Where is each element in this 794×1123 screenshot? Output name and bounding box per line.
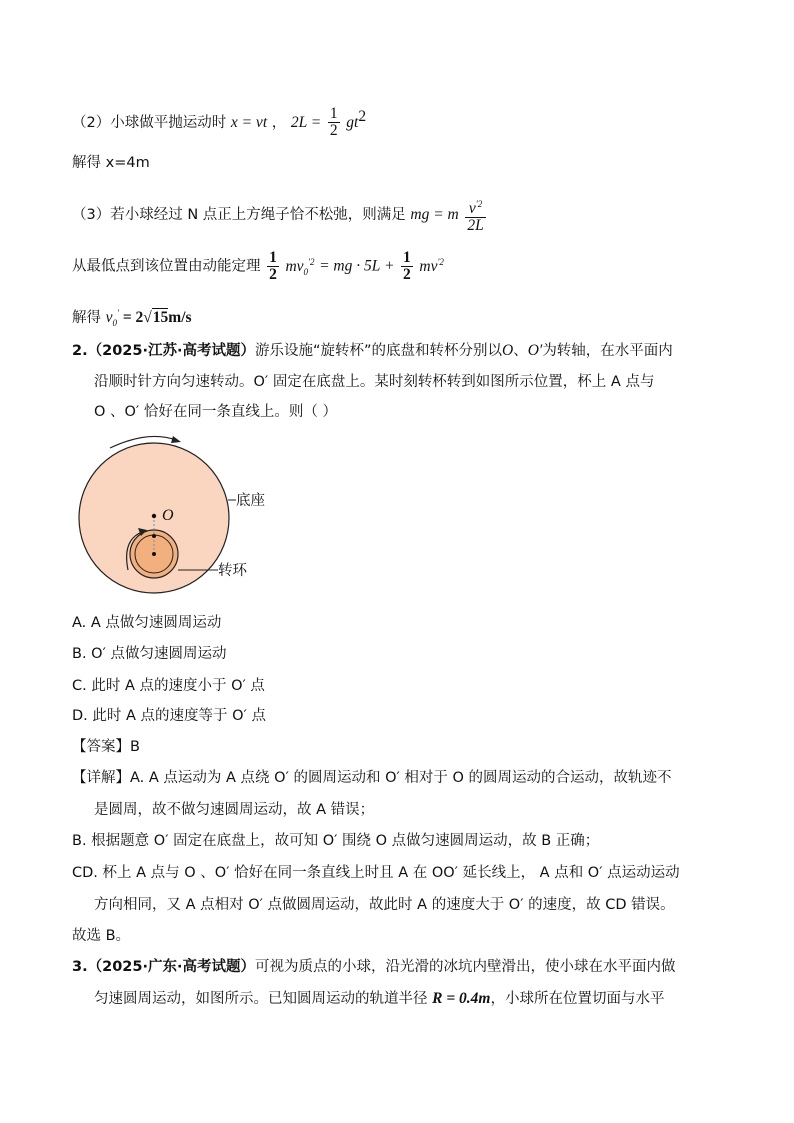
point-A	[152, 552, 156, 556]
detail-line-3: B. 根据题意 O′ 固定在底盘上，故可知 O′ 围绕 O 点做匀速圆周运动，故 B 正确；	[72, 833, 600, 849]
detail-line-2: 是圆周，故不做匀速圆周运动，故 A 错误；	[94, 802, 375, 818]
equation-mg-lhs: mg = m	[410, 206, 459, 224]
option-a: A. A 点做匀速圆周运动	[72, 615, 222, 631]
question-2-line-3: O 、O′ 恰好在同一条直线上。则（ ）	[94, 404, 337, 420]
label-base: 底座	[236, 493, 265, 509]
fraction-half-1: $\frac{1}{2}$	[269, 249, 277, 283]
question-2-line-1: 2.（2025·江苏·高考试题）游乐设施“旋转杯”的底盘和转杯分别以O、O′为转轴，在水平面内	[72, 342, 673, 359]
point-O-prime	[152, 534, 156, 538]
solution-2-prefix: （2）小球做平抛运动时	[72, 114, 227, 131]
energy-theorem-line: 从最低点到该位置由动能定理 $\frac{1}{2}$ $mv_0^{'2}$ = mg · 5L + $\frac{1}{2}$ $mv^{'2}$	[72, 249, 444, 283]
detail-line-5: 方向相同，又 A 点相对 O′ 点做圆周运动，故此时 A 的速度大于 O′ 的速度，故 CD 错误。	[94, 897, 675, 913]
option-b: B. O′ 点做匀速圆周运动	[72, 646, 227, 662]
equation-x-vt: x = vt	[230, 113, 268, 131]
question-3-line-1: 3.（2025·广东·高考试题）可视为质点的小球，沿光滑的冰坑内壁滑出，使小球在水平面内做	[72, 959, 676, 975]
question-source: （2025·江苏·高考试题）	[87, 343, 255, 359]
point-O	[152, 514, 156, 518]
rotating-cup-figure	[70, 428, 290, 600]
result-part-3: 解得 $v_0' = 2√15m/s$	[72, 308, 192, 329]
solution-part-3	[72, 196, 488, 234]
solution-3-prefix: （3）若小球经过 N 点正上方绳子恰不松弛，则满足	[72, 207, 406, 224]
detail-line-6: 故选 B。	[72, 928, 131, 944]
question-number: 2.	[72, 343, 88, 359]
label-O: O	[162, 507, 174, 524]
energy-middle: = mg · 5L +	[319, 257, 395, 275]
equation-gt: gt	[346, 113, 359, 131]
question-number: 3.	[72, 959, 88, 975]
question-3-line-2: 匀速圆周运动，如图所示。已知圆周运动的轨道半径 R = 0.4m，小球所在位置切面与水平	[94, 990, 665, 1007]
answer: 【答案】B	[72, 739, 140, 755]
solution-part-2: （2）小球做平抛运动时 x = vt ， 2L = $\frac{1}{2}$ $gt^2$	[72, 105, 367, 140]
separator: ，	[271, 114, 287, 131]
fraction-half: $\frac{1}{2}$	[329, 105, 338, 140]
equation-2L-lhs: 2L =	[290, 113, 322, 131]
fraction-half-2: $\frac{1}{2}$	[403, 249, 411, 283]
detail-line-1: 【详解】A. A 点运动为 A 点绕 O′ 的圆周运动和 O′ 相对于 O 的圆周运动的合运动，故轨迹不	[72, 770, 672, 786]
label-ring: 转环	[218, 563, 247, 579]
option-d: D. 此时 A 点的速度等于 O′ 点	[72, 708, 266, 724]
fraction-v2-over-2L: $\frac{v^{'2}}{2L}$	[467, 199, 484, 235]
energy-prefix: 从最低点到该位置由动能定理	[72, 258, 261, 275]
question-2-line-2: 沿顺时针方向匀速转动。O′ 固定在底盘上。某时刻转杯转到如图所示位置，杯上 A 点与	[94, 374, 655, 390]
option-c: C. 此时 A 点的速度小于 O′ 点	[72, 678, 265, 694]
result-part-2: 解得 x=4m	[72, 155, 150, 171]
question-source: （2025·广东·高考试题）	[87, 959, 255, 975]
detail-line-4: CD. 杯上 A 点与 O 、O′ 恰好在同一条直线上时且 A 在 OO′ 延长线上， A 点和 O′ 点运动运动	[72, 865, 680, 881]
